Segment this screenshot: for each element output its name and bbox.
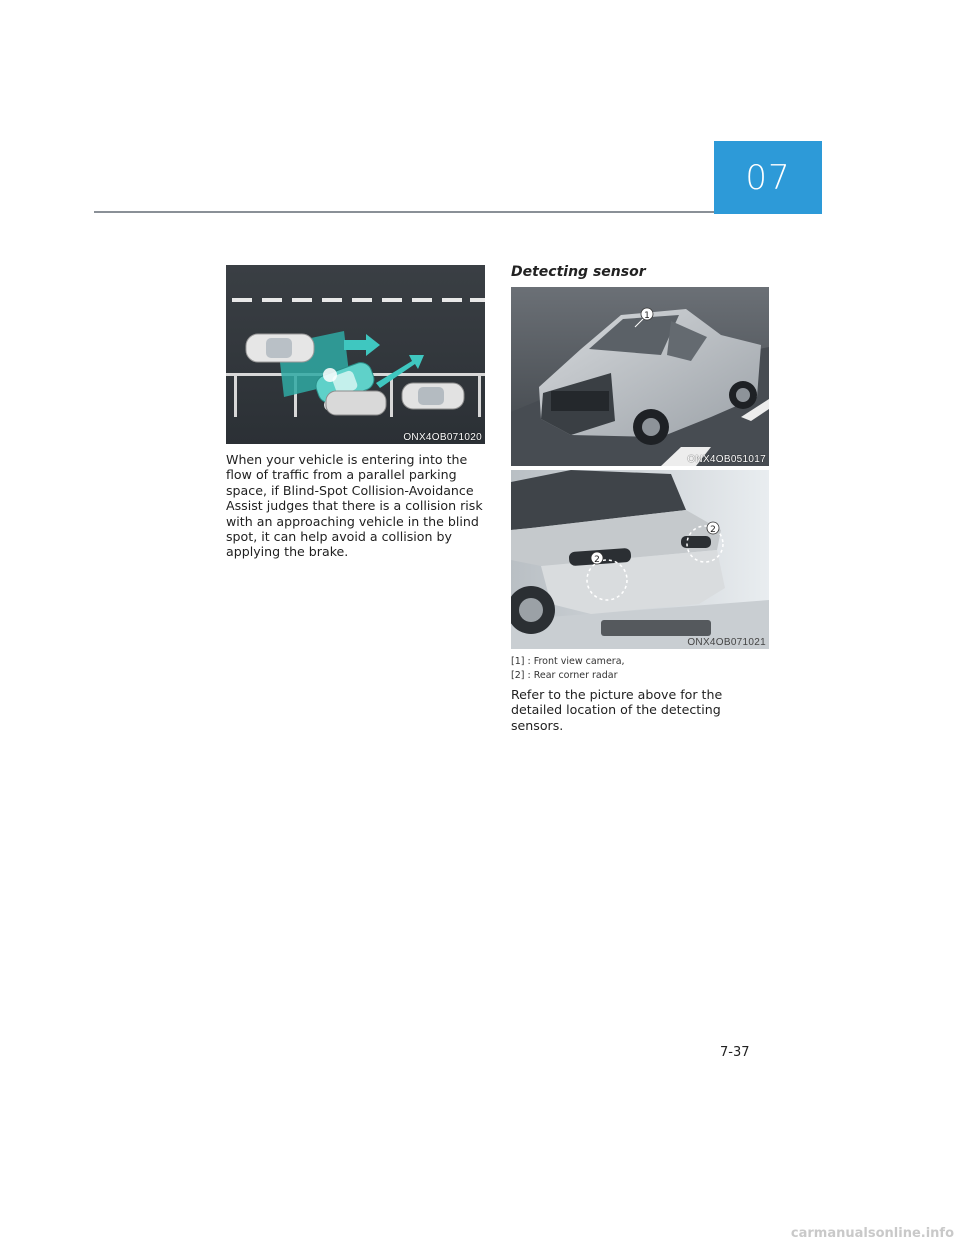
caption-front-camera: [1] : Front view camera, [511,656,625,667]
caption-rear-radar: [2] : Rear corner radar [511,670,618,681]
radar-marker-left: 2 [594,555,600,565]
chapter-tab: 07 [714,141,822,214]
front-sensor-illustration [511,287,769,466]
parking-illustration [226,265,485,444]
section-heading: Detecting sensor [511,264,646,280]
right-paragraph: Refer to the picture above for the detailed location of the detecting sensors. [511,687,723,733]
figure-code: ONX4OB071021 [687,637,766,648]
left-paragraph: When your vehicle is entering into the flow of traffic from a parallel parking space, if Blind-Spot Collision-Avoidance Assist judges that there is a collision risk with an approaching vehicle in the blind spot, it can help avoid a collision by applying the brake. [226,452,483,560]
camera-marker: 1 [644,311,650,321]
watermark: carmanualsonline.info [790,1226,954,1241]
header-rule [94,211,714,213]
figure-code: ONX4OB071020 [403,432,482,443]
radar-marker-right: 2 [710,525,716,535]
rear-sensor-illustration [511,470,769,649]
figure-code: ONX4OB051017 [687,454,766,465]
page-number: 7-37 [720,1045,750,1060]
